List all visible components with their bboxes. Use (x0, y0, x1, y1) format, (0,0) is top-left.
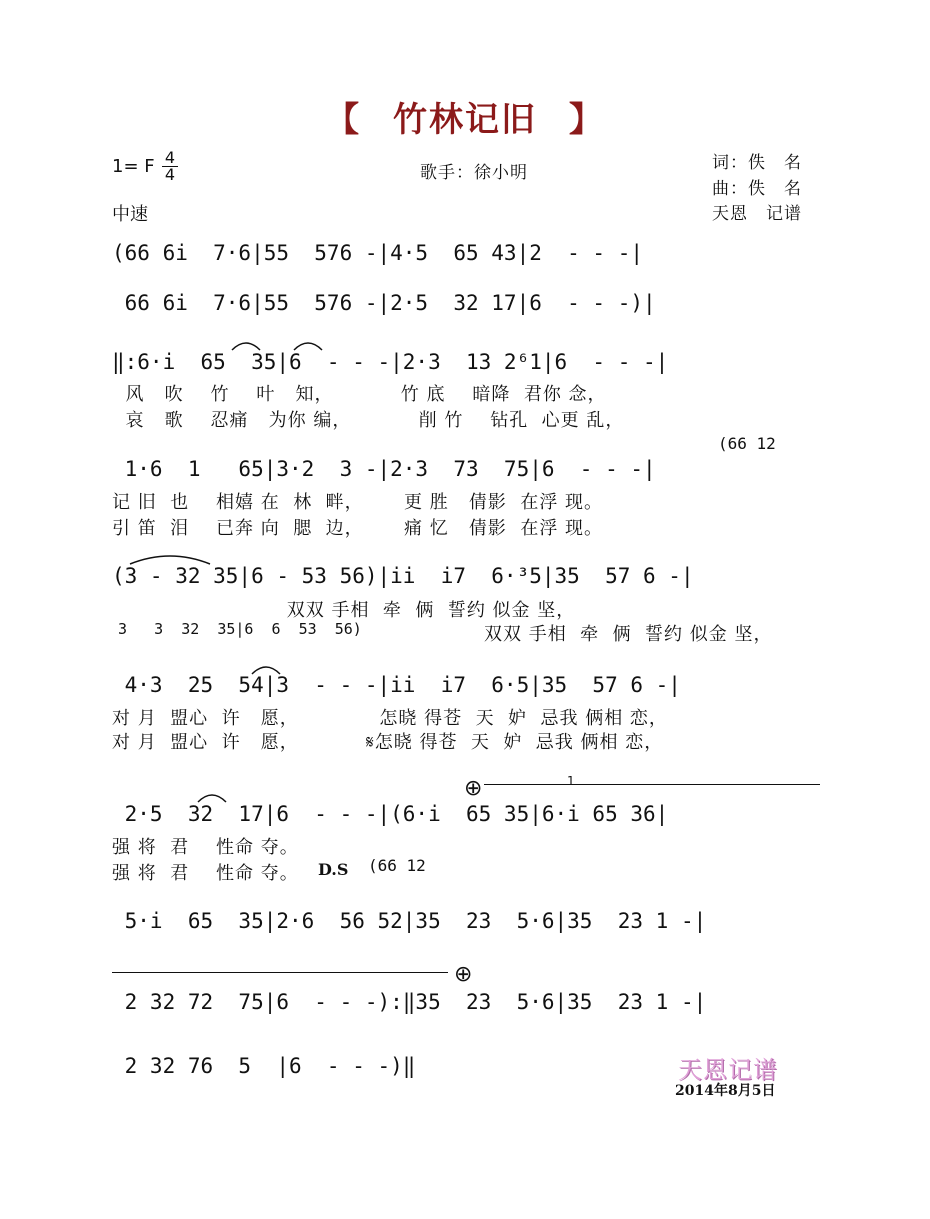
lyric-line-7-verse-2: 强 将 君 性命 夺。 (112, 863, 299, 884)
notation-line-4: 1·6 1 65|3·2 3 -|2·3 73 75|6 - - -| (112, 457, 656, 481)
time-sig-top: 4 (164, 148, 176, 167)
notation-line-7: 2·5 32 17|6 - - -|(6·i 65 35|6·i 65 36| (112, 802, 669, 826)
notation-line-1: (66 6i 7·6|55 576 -|4·5 65 43|2 - - -| (112, 241, 644, 265)
key-signature (112, 156, 155, 177)
page-title (0, 92, 930, 141)
key-label: 1= F (112, 156, 155, 177)
lyric-line-4-verse-2: 引 笛 泪 已奔 向 腮 边， 痛 忆 倩影 在浮 现。 (112, 518, 604, 539)
coda-sign-icon: ⊕ (464, 776, 483, 801)
lyric-line-6-verse-1: 对 月 盟心 许 愿， 怎晓 得苍 天 妒 忌我 俩相 恋， (112, 708, 668, 729)
title-right-bracket: 】 (568, 100, 605, 140)
transcriber-stamp: 天恩记谱 (678, 1056, 778, 1084)
title-left-bracket: 【 (325, 100, 362, 140)
alt-notation-line-5: 3 3 32 35|6 6 53 56) (118, 620, 362, 638)
lyric-line-7-verse-1: 强 将 君 性命 夺。 (112, 837, 299, 858)
notation-line-6: 4·3 25 54|3 - - -|ii i7 6·5|35 57 6 -| (112, 673, 681, 697)
notation-line-3: ‖:6·i 65 35|6 - - -|2·3 13 2⁶1|6 - - -| (112, 350, 669, 374)
time-signature (162, 150, 178, 183)
time-sig-bottom: 4 (164, 165, 176, 184)
transcriber-credit: 天恩 记谱 (712, 204, 802, 224)
notation-line-10: 2 32 76 5 |6 - - -)‖ (112, 1054, 416, 1078)
dal-segno-marking: D.S (318, 860, 349, 879)
transcription-date: 2014年8月5日 (675, 1083, 776, 1099)
coda-sign-2-icon: ⊕ (454, 962, 473, 987)
singer-credit (420, 158, 528, 183)
notation-line-5: (3 - 32 35|6 - 53 56)|ii i7 6·³5|35 57 6 -| (112, 564, 694, 588)
pickup-notes-2: (66 12 (368, 856, 426, 875)
tempo-marking: 中速 (112, 204, 148, 225)
title-text: 竹林记旧 (393, 100, 537, 140)
coda-bracket (112, 972, 448, 973)
lyric-line-6-verse-2: 对 月 盟心 许 愿， 𝄋怎晓 得苍 天 妒 忌我 俩相 恋， (112, 732, 664, 753)
lyric-line-3-verse-2: 哀 歌 忍痛 为你 编， 削 竹 钻孔 心更 乱， (112, 410, 625, 431)
volta-label: 1 (567, 774, 575, 788)
notation-line-9: 2 32 72 75|6 - - -):‖35 23 5·6|35 23 1 -| (112, 990, 707, 1014)
lyric-line-5-verse-1: 双双 手相 牵 俩 誓约 似金 坚， (112, 600, 576, 621)
notation-line-2: 66 6i 7·6|55 576 -|2·5 32 17|6 - - -)| (112, 291, 656, 315)
singer-label: 歌手： (420, 163, 474, 183)
singer-name: 徐小明 (474, 163, 528, 183)
lyric-line-5-verse-2: 双双 手相 牵 俩 誓约 似金 坚， (484, 624, 773, 645)
lyricist-credit: 词：佚 名 (712, 153, 802, 173)
composer-credit: 曲：佚 名 (712, 179, 802, 199)
notation-line-8: 5·i 65 35|2·6 56 52|35 23 5·6|35 23 1 -| (112, 909, 707, 933)
pickup-notes-1: (66 12 (718, 434, 776, 453)
volta-bracket (484, 784, 820, 785)
lyric-line-3-verse-1: 风 吹 竹 叶 知， 竹 底 暗降 君你 念， (112, 384, 607, 405)
lyric-line-4-verse-1: 记 旧 也 相嬉 在 林 畔， 更 胜 倩影 在浮 现。 (112, 492, 604, 513)
